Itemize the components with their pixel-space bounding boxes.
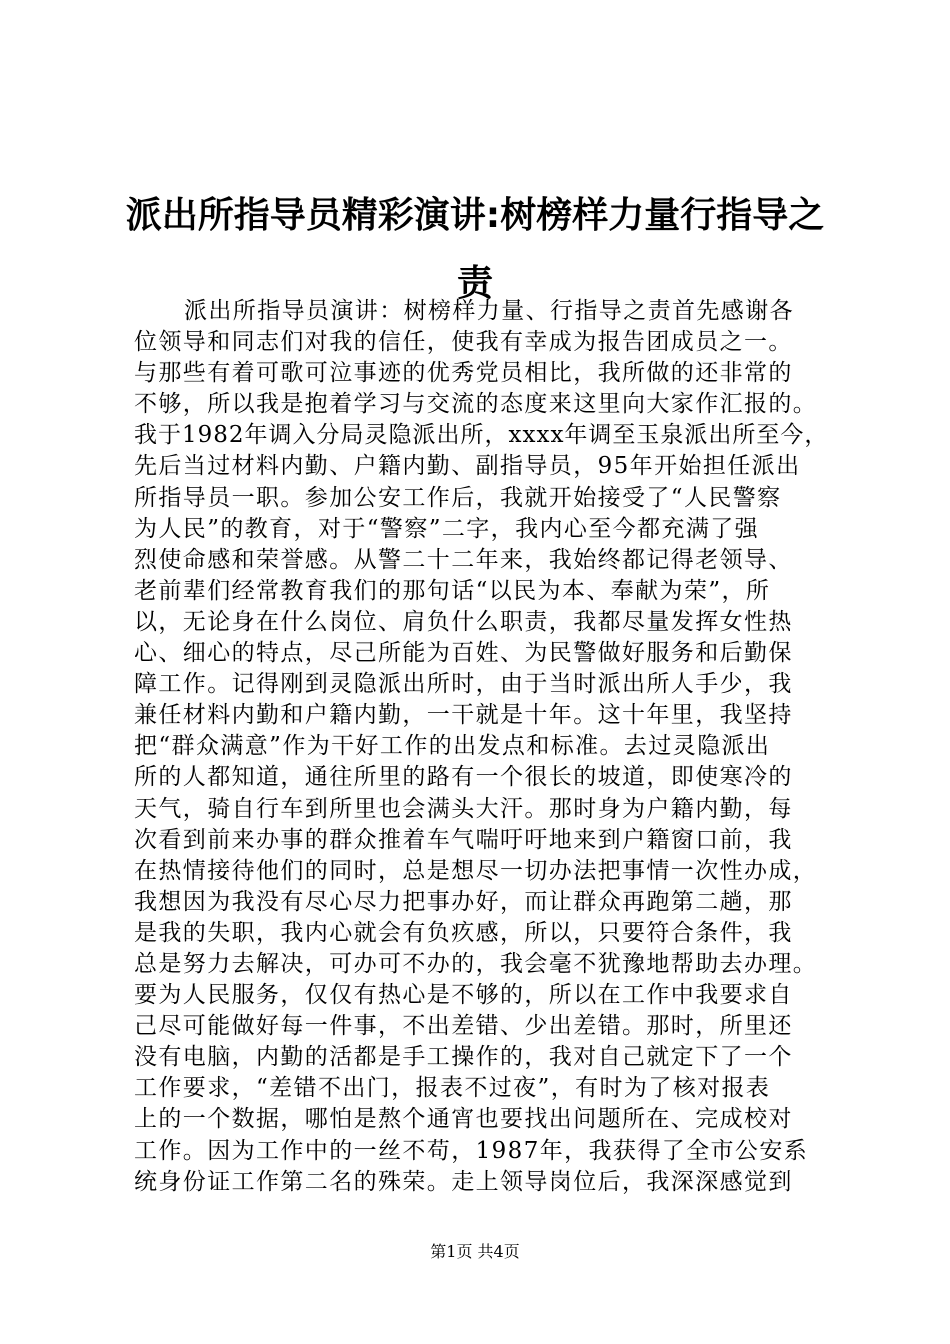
body-line: 把“群众满意”作为干好工作的出发点和标准。去过灵隐派出 bbox=[134, 733, 771, 760]
body-line: 所的人都知道，通往所里的路有一个很长的坡道，即使寒冷的 bbox=[134, 764, 793, 791]
body-line: 与那些有着可歌可泣事迹的优秀党员相比，我所做的还非常的 bbox=[134, 360, 793, 387]
body-line: 烈使命感和荣誉感。从警二十二年来，我始终都记得老领导、 bbox=[134, 546, 793, 573]
body-line: 上的一个数据，哪怕是熬个通宵也要找出问题所在、完成校对 bbox=[134, 1106, 793, 1133]
document-body bbox=[134, 296, 834, 1198]
body-line: 老前辈们经常教育我们的那句话“以民为本、奉献为荣”，所 bbox=[134, 577, 771, 604]
body-line: 心、细心的特点，尽己所能为百姓、为民警做好服务和后勤保 bbox=[134, 640, 793, 667]
body-line: 兼任材料内勤和户籍内勤，一干就是十年。这十年里，我坚持 bbox=[134, 702, 793, 729]
body-line: 先后当过材料内勤、户籍内勤、副指导员，95年开始担任派出 bbox=[134, 453, 801, 480]
body-line: 不够，所以我是抱着学习与交流的态度来这里向大家作汇报的。 bbox=[134, 391, 818, 418]
body-line: 统身份证工作第二名的殊荣。走上领导岗位后，我深深感觉到 bbox=[134, 1168, 793, 1195]
body-line: 己尽可能做好每一件事，不出差错、少出差错。那时，所里还 bbox=[134, 1013, 793, 1040]
body-line: 以，无论身在什么岗位、肩负什么职责，我都尽量发挥女性热 bbox=[134, 608, 793, 635]
page-number-footer: 第1页 共4页 bbox=[430, 1242, 520, 1261]
body-line: 位领导和同志们对我的信任，使我有幸成为报告团成员之一。 bbox=[134, 329, 793, 356]
body-line: 工作。因为工作中的一丝不苟，1987年，我获得了全市公安系 bbox=[134, 1137, 809, 1164]
title-line-2: 责 bbox=[456, 263, 493, 304]
title-line-1: 派出所指导员精彩演讲:树榜样力量行指导之 bbox=[125, 195, 825, 236]
body-line: 我想因为我没有尽心尽力把事办好，而让群众再跑第二趟，那 bbox=[134, 888, 793, 915]
body-line: 次看到前来办事的群众推着车气喘吁吁地来到户籍窗口前，我 bbox=[134, 826, 793, 853]
body-line: 工作要求，“差错不出门，报表不过夜”，有时为了核对报表 bbox=[134, 1075, 771, 1102]
body-line: 没有电脑，内勤的活都是手工操作的，我对自己就定下了一个 bbox=[134, 1044, 793, 1071]
body-line: 障工作。记得刚到灵隐派出所时，由于当时派出所人手少，我 bbox=[134, 671, 793, 698]
body-line: 我于1982年调入分局灵隐派出所，xxxx年调至玉泉派出所至今， bbox=[134, 422, 829, 449]
body-line: 天气，骑自行车到所里也会满头大汗。那时身为户籍内勤，每 bbox=[134, 795, 793, 822]
body-line: 在热情接待他们的同时，总是想尽一切办法把事情一次性办成， bbox=[134, 857, 818, 884]
body-line: 所指导员一职。参加公安工作后，我就开始接受了“人民警察 bbox=[134, 484, 782, 511]
body-line: 为人民”的教育，对于“警察”二字，我内心至今都充满了强 bbox=[134, 515, 760, 542]
body-line: 总是努力去解决，可办可不办的，我会毫不犹豫地帮助去办理。 bbox=[134, 950, 818, 977]
body-line: 是我的失职，我内心就会有负疚感，所以，只要符合条件，我 bbox=[134, 919, 793, 946]
body-line: 要为人民服务，仅仅有热心是不够的，所以在工作中我要求自 bbox=[134, 982, 793, 1009]
body-line: 派出所指导员演讲：树榜样力量、行指导之责首先感谢各 bbox=[184, 298, 794, 324]
